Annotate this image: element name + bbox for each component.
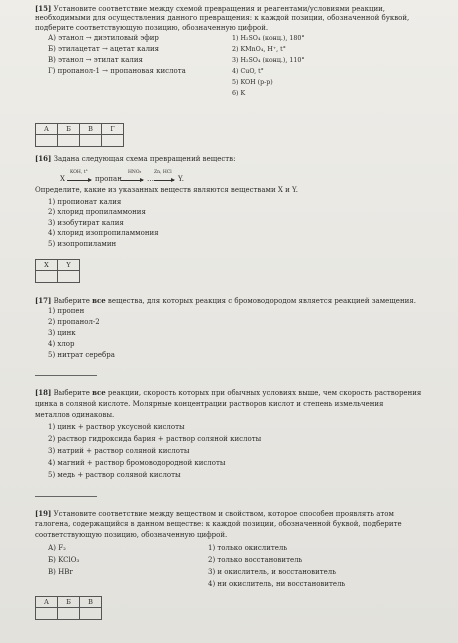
- q17-post: вещества, для которых реакция с бромоводородом является реакцией замещения.: [105, 297, 416, 305]
- q15-table-header: Г: [102, 124, 124, 135]
- q17-bold: все: [92, 296, 106, 305]
- q15-answer-cell[interactable]: [36, 135, 58, 147]
- q19-intro1: Установите соответствие между веществом и свойством, которое способен проявлять атом: [53, 510, 394, 518]
- q19-right-1: 1) только окислитель: [208, 544, 288, 552]
- q15-left-b: Б) этилацетат → ацетат калия: [48, 45, 160, 53]
- q16-answer-cell[interactable]: [36, 271, 58, 283]
- q16-answer-cell[interactable]: [58, 271, 80, 283]
- q19-table-header: А: [36, 597, 58, 608]
- q19-intro-line3: соответствующую позицию, обозначенную цифрой.: [35, 531, 228, 539]
- q19-left-a: А) F₂: [48, 544, 66, 552]
- q19-answer-cell[interactable]: [80, 608, 102, 620]
- q17-question: [35, 296, 416, 306]
- q15-intro-line2: необходимыми для осуществления данного превращения: к каждой позиции, обозначенной буквой,: [35, 14, 410, 22]
- q17-option: 4) хлор: [48, 340, 75, 348]
- scheme-dots: …: [147, 175, 154, 183]
- q18-option: 3) натрий + раствор соляной кислоты: [48, 447, 190, 455]
- q18-number: [18]: [35, 388, 52, 397]
- q18-option: 1) цинк + раствор уксусной кислоты: [48, 423, 185, 431]
- q16-intro-text: Задана следующая схема превращений веществ:: [53, 155, 236, 163]
- q16-option: 2) хлорид пропиламмония: [48, 208, 146, 216]
- q15-right-2: 2) KMnO₄, H⁺, t°: [232, 46, 286, 53]
- q15-right-5: 5) KOH (р-р): [232, 79, 273, 86]
- q16-option: 1) пропионат калия: [48, 198, 122, 206]
- q16-number: [16]: [35, 154, 52, 163]
- q15-intro-line1: [35, 4, 385, 14]
- q15-right-1: 1) H₂SO₄ (конц.), 180°: [232, 35, 305, 42]
- q17-option: 1) пропен: [48, 307, 85, 315]
- scheme-arrow-1: [67, 180, 91, 181]
- q18-answer-line[interactable]: [35, 496, 97, 497]
- q15-left-c: В) этанол → этилат калия: [48, 56, 143, 64]
- q19-right-3: 3) и окислитель, и восстановитель: [208, 568, 337, 576]
- scheme-mid: пропан: [95, 175, 122, 183]
- q18-option: 2) раствор гидроксида бария + раствор соляной кислоты: [48, 435, 262, 443]
- q18-pre: Выберите: [53, 389, 93, 397]
- q15-left-a: А) этанол → диэтиловый эфир: [48, 34, 159, 42]
- q19-left-b: Б) KClO₃: [48, 556, 80, 564]
- q19-answer-cell[interactable]: [36, 608, 58, 620]
- q15-intro1: Установите соответствие между схемой превращения и реагентами/условиями реакции,: [53, 5, 386, 13]
- scheme-cond-3: Zn, HCl: [154, 170, 172, 175]
- q15-answer-cell[interactable]: [80, 135, 102, 147]
- q19-intro-line1: [35, 509, 394, 519]
- q16-option: 5) изопропиламин: [48, 240, 117, 248]
- scheme-y: Y.: [178, 175, 184, 183]
- q16-question: Определите, какие из указанных веществ являются веществами X и Y.: [35, 186, 298, 194]
- q15-number: [15]: [35, 4, 52, 13]
- q18-option: 5) медь + раствор соляной кислоты: [48, 471, 181, 479]
- q18-question: [35, 388, 421, 398]
- q15-table-header: В: [80, 124, 102, 135]
- q19-left-c: В) HBr: [48, 568, 73, 576]
- q18-line2: цинка в соляной кислоте. Молярные концентрации растворов кислот и степень измельчения: [35, 400, 384, 408]
- q16-table-header: Y: [58, 260, 80, 271]
- q16-option: 4) хлорид изопропиламмония: [48, 229, 159, 237]
- q18-line3: металлов одинаковы.: [35, 411, 115, 419]
- q15-right-3: 3) H₂SO₄ (конц.), 110°: [232, 57, 305, 64]
- q16-intro: [35, 154, 235, 164]
- q16-answer-table: [35, 259, 80, 283]
- q19-answer-table: [35, 596, 102, 620]
- q18-option: 4) магний + раствор бромоводородной кислоты: [48, 459, 226, 467]
- q15-right-4: 4) CuO, t°: [232, 68, 264, 75]
- q17-pre: Выберите: [53, 297, 93, 305]
- q17-option: 2) пропанол-2: [48, 318, 100, 326]
- q15-answer-cell[interactable]: [102, 135, 124, 147]
- q15-answer-table: [35, 123, 124, 147]
- q19-table-header: Б: [58, 597, 80, 608]
- q17-number: [17]: [35, 296, 52, 305]
- q15-left-d: Г) пропанол-1 → пропановая кислота: [48, 67, 186, 75]
- scheme-cond-2: HNO₃: [128, 170, 142, 175]
- scheme-arrow-2: [121, 180, 143, 181]
- q15-table-header: Б: [58, 124, 80, 135]
- q15-right-6: 6) K: [232, 90, 246, 97]
- q18-bold: все: [92, 388, 106, 397]
- q18-post: реакции, скорость которых при обычных условиях выше, чем скорость растворения: [105, 389, 422, 397]
- q19-right-2: 2) только восстановитель: [208, 556, 303, 564]
- q19-table-header: В: [80, 597, 102, 608]
- q19-number: [19]: [35, 509, 52, 518]
- scheme-x: X: [60, 175, 65, 183]
- q17-option: 3) цинк: [48, 329, 76, 337]
- q19-right-4: 4) ни окислитель, ни восстановитель: [208, 580, 346, 588]
- q15-intro-line3: подберите соответствующую позицию, обозначенную цифрой.: [35, 24, 269, 32]
- q19-intro-line2: галогена, содержащийся в данном веществе: к каждой позиции, обозначенной буквой, подберите: [35, 520, 402, 528]
- scheme-arrow-3: [154, 180, 174, 181]
- q17-answer-line[interactable]: [35, 375, 97, 376]
- q17-option: 5) нитрат серебра: [48, 351, 115, 359]
- q15-table-header: А: [36, 124, 58, 135]
- q15-answer-cell[interactable]: [58, 135, 80, 147]
- q16-option: 3) изобутират калия: [48, 219, 124, 227]
- q19-answer-cell[interactable]: [58, 608, 80, 620]
- q16-table-header: X: [36, 260, 58, 271]
- scheme-cond-1: KOH, t°: [70, 170, 88, 175]
